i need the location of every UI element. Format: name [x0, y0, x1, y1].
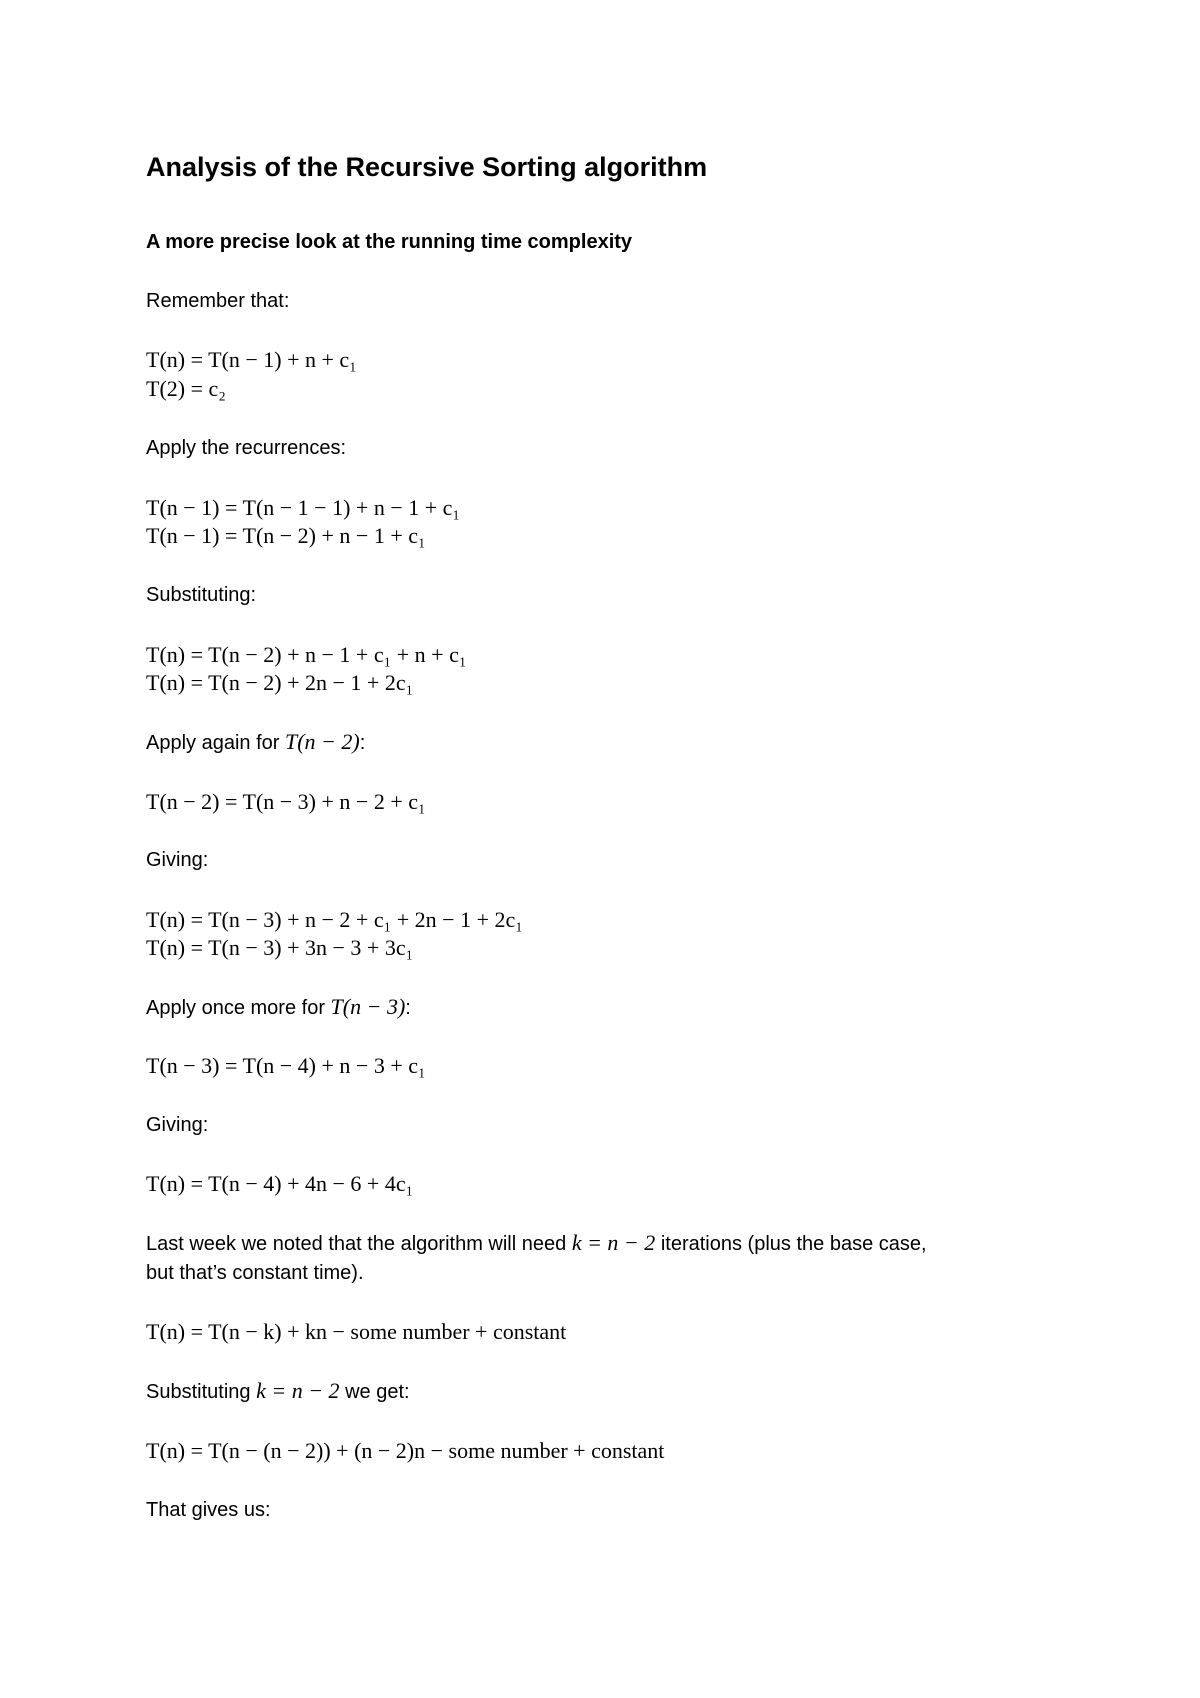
last-week-text-b: iterations (plus the base case, [660, 1233, 927, 1255]
document-title: Analysis of the Recursive Sorting algorithm [146, 152, 708, 182]
substituting-text: Substituting: [146, 584, 257, 606]
equation-10: T(n − 3) = T(n − 4) + n − 3 + c₁ [146, 1053, 426, 1078]
last-week-text-a: Last week we noted that the algorithm will need [146, 1233, 567, 1255]
that-gives-text: That gives us: [146, 1499, 271, 1521]
last-week-math: k = n − 2 [571, 1230, 656, 1255]
giving-text-2: Giving: [146, 1114, 209, 1136]
equation-1: T(n) = T(n − 1) + n + c₁ [146, 347, 357, 372]
apply-once-colon: : [405, 997, 411, 1019]
subtitle: A more precise look at the running time complexity [146, 231, 633, 253]
equation-3: T(n − 1) = T(n − 1 − 1) + n − 1 + c₁ [146, 495, 461, 520]
remember-text: Remember that: [146, 290, 290, 312]
apply-once-math: T(n − 3) [330, 994, 406, 1019]
apply-once-prefix: Apply once more for [146, 997, 325, 1019]
apply-recurrences-text: Apply the recurrences: [146, 437, 347, 459]
giving-text: Giving: [146, 849, 209, 871]
equation-9: T(n) = T(n − 3) + 3n − 3 + 3c₁ [146, 935, 414, 960]
equation-11: T(n) = T(n − 4) + 4n − 6 + 4c₁ [146, 1171, 414, 1196]
equation-12: T(n) = T(n − k) + kn − some number + constant [146, 1319, 567, 1344]
equation-4: T(n − 1) = T(n − 2) + n − 1 + c₁ [146, 523, 426, 548]
equation-7: T(n − 2) = T(n − 3) + n − 2 + c₁ [146, 789, 426, 814]
last-week-line-1 [146, 1229, 927, 1258]
substituting-k-prefix: Substituting [146, 1381, 251, 1403]
equation-8: T(n) = T(n − 3) + n − 2 + c₁ + 2n − 1 + 2c₁ [146, 907, 523, 932]
equation-2: T(2) = c₂ [146, 376, 226, 401]
equation-13: T(n) = T(n − (n − 2)) + (n − 2)n − some number + constant [146, 1438, 665, 1463]
equation-5: T(n) = T(n − 2) + n − 1 + c₁ + n + c₁ [146, 642, 467, 667]
apply-again-prefix: Apply again for [146, 732, 280, 754]
apply-again-colon: : [359, 732, 366, 754]
apply-once-text [146, 993, 411, 1022]
substituting-k-suffix: we get: [345, 1381, 410, 1403]
substituting-k-text [146, 1377, 410, 1406]
apply-again-text [146, 728, 365, 757]
last-week-line-2: but that’s constant time). [146, 1262, 364, 1284]
substituting-k-math: k = n − 2 [256, 1378, 340, 1403]
apply-again-math: T(n − 2) [284, 729, 360, 754]
equation-6: T(n) = T(n − 2) + 2n − 1 + 2c₁ [146, 670, 414, 695]
